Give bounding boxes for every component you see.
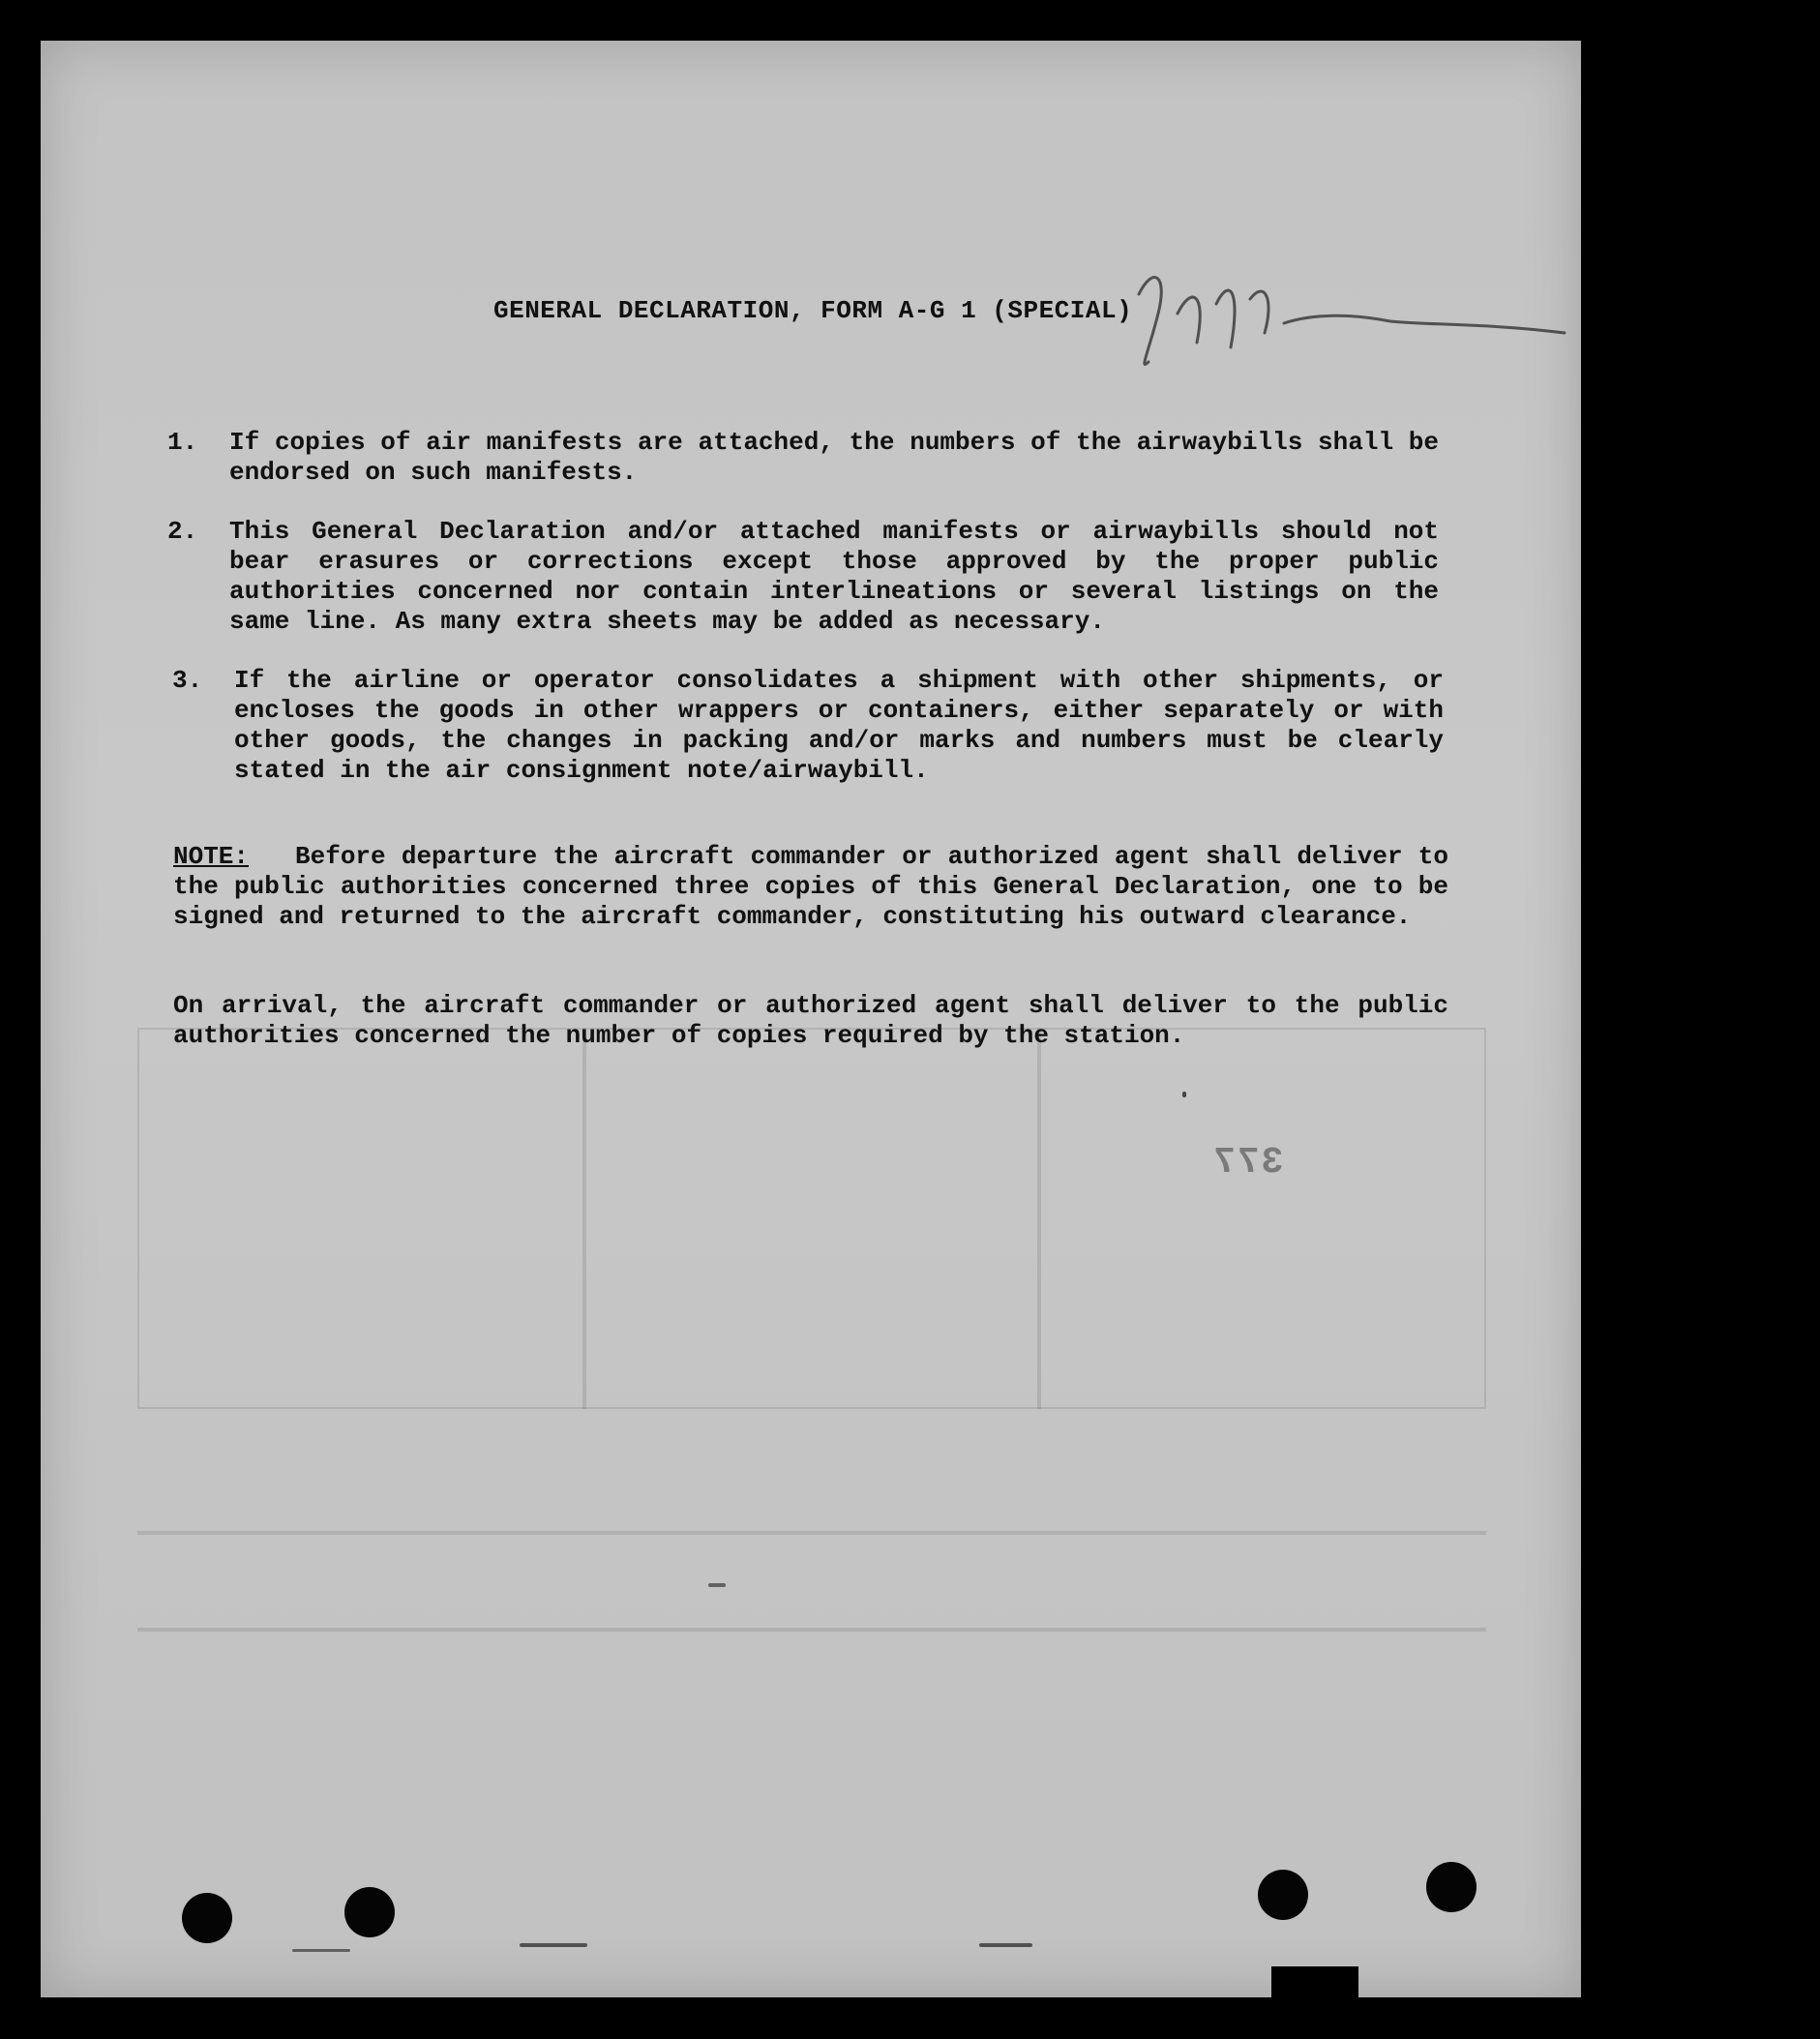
bleed-through-line: [137, 1531, 1486, 1535]
speck: [292, 1949, 350, 1952]
document-title: GENERAL DECLARATION, FORM A-G 1 (SPECIAL): [493, 296, 1133, 325]
speck: [1182, 1092, 1186, 1097]
item-text: If copies of air manifests are attached, the numbers of the airwaybills shall be endorsed on such manifests.: [229, 428, 1439, 487]
item-text: If the airline or operator consolidates a shipment with other shipments, or encloses the goods in other wrappers or containers, either separately or with other goods, the changes in packing and/or marks and numbers must be clearly stated in the air consignment note/airwaybill.: [234, 666, 1444, 785]
bleed-through-box: [137, 1028, 1486, 1409]
item-text: This General Declaration and/or attached manifests or airwaybills should not bear erasures or corrections except those approved by the proper public authorities concerned nor contain interlineations or several listings on the same line. As many extra sheets may be added as necessary.: [229, 517, 1439, 636]
item-number: 3.: [172, 666, 203, 695]
speck: [979, 1943, 1032, 1947]
note-text: Before departure the aircraft commander or authorized agent shall deliver to the public authorities concerned three copies of this General Declaration, one to be signed and returned to the aircraft commander, constituting his outward clearance.: [173, 842, 1448, 931]
item-number: 2.: [167, 517, 198, 546]
note-paragraph: [173, 842, 1448, 932]
arrival-paragraph: On arrival, the aircraft commander or authorized agent shall deliver to the public authorities concerned the number of copies required by the station.: [173, 991, 1448, 1050]
bleed-through-divider: [582, 1028, 586, 1409]
note-label: NOTE:: [173, 842, 250, 871]
faint-stamp: 377: [1211, 1142, 1284, 1184]
item-number: 1.: [167, 428, 198, 457]
punch-hole: [1258, 1870, 1308, 1920]
speck: [708, 1583, 726, 1587]
document-page: [41, 41, 1581, 1997]
punch-hole: [1426, 1862, 1477, 1912]
speck: [520, 1943, 587, 1947]
bleed-through-divider: [1037, 1028, 1041, 1409]
binder-tab: [1271, 1966, 1358, 1997]
punch-hole: [182, 1893, 232, 1943]
handwritten-signature: [1100, 255, 1581, 391]
bleed-through-line: [137, 1628, 1486, 1632]
punch-hole: [344, 1887, 395, 1937]
